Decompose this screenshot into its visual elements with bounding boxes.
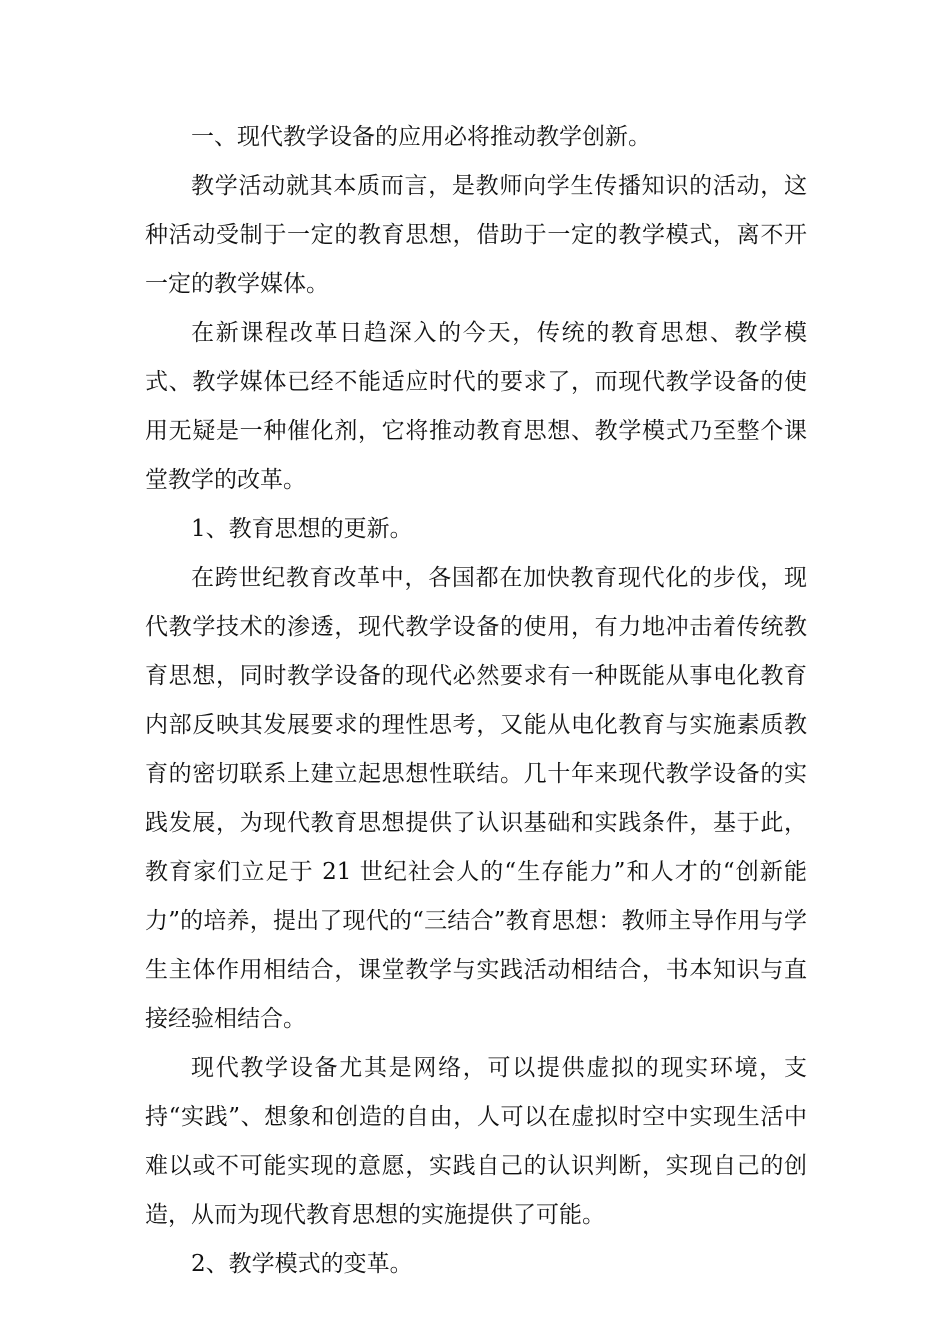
- section-heading: 一、现代教学设备的应用必将推动教学创新。: [191, 124, 651, 150]
- body-paragraph: 教学活动就其本质而言，是教师向学生传播知识的活动，这种活动受制于一定的教育思想，借助于一定的教学模式，离不开一定的教学媒体。: [145, 173, 807, 297]
- body-paragraph: 在跨世纪教育改革中，各国都在加快教育现代化的步伐，现代教学技术的渗透，现代教学设备的使用，有力地冲击着传统教育思想，同时教学设备的现代必然要求有一种既能从事电化教育内部反映其发展要求的理性思考，又能从电化教育与实施素质教育的密切联系上建立起思想性联结。几十年来现代教学设备的实践发展，为现代教育思想提供了认识基础和实践条件，基于此，教育家们立足于 21 世纪社会人的“生存能力”和人才的“创新能力”的培养，提出了现代的“三结合”教育思想：教师主导作用与学生主体作用相结合，课堂教学与实践活动相结合，书本知识与直接经验相结合。: [145, 565, 807, 1032]
- subsection-heading: 1、教育思想的更新。: [191, 516, 413, 542]
- subsection-heading: 2、教学模式的变革。: [191, 1251, 413, 1277]
- document-body: [145, 113, 807, 1289]
- body-paragraph: 在新课程改革日趋深入的今天，传统的教育思想、教学模式、教学媒体已经不能适应时代的要求了，而现代教学设备的使用无疑是一种催化剂，它将推动教育思想、教学模式乃至整个课堂教学的改革。: [145, 320, 807, 493]
- body-paragraph: 现代教学设备尤其是网络，可以提供虚拟的现实环境，支持“实践”、想象和创造的自由，人可以在虚拟时空中实现生活中难以或不可能实现的意愿，实践自己的认识判断，实现自己的创造，从而为现代教育思想的实施提供了可能。: [145, 1055, 807, 1228]
